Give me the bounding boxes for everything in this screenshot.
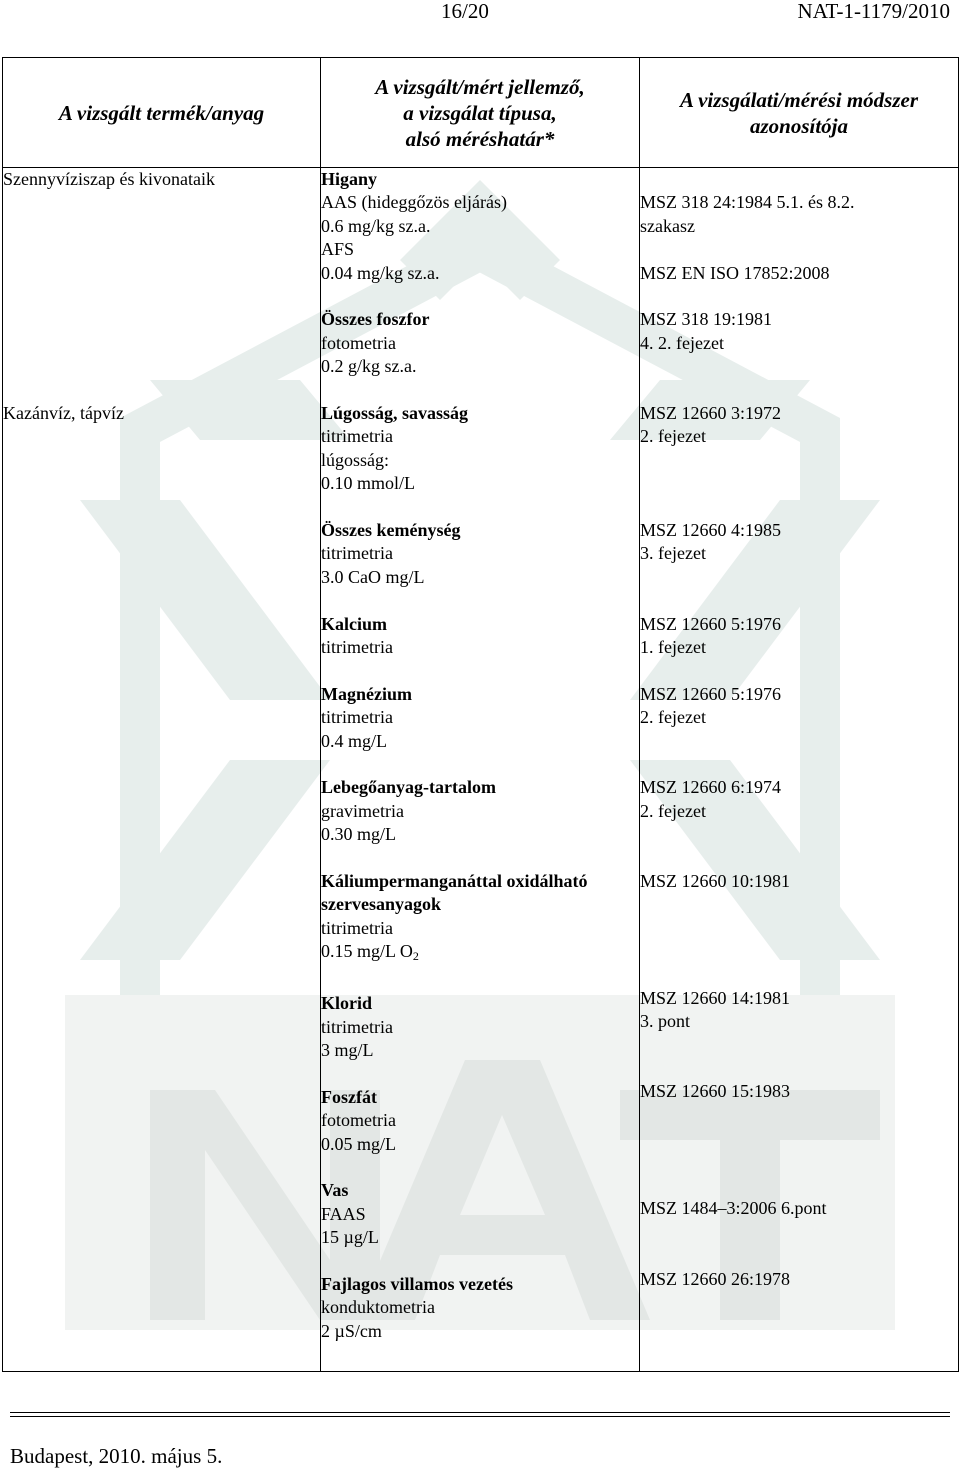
property-item-osszes-foszfor: Összes foszfor fotometria 0.2 g/kg sz.a. xyxy=(321,309,430,377)
product-column xyxy=(3,168,321,1372)
document-id: NAT-1-1179/2010 xyxy=(797,0,950,23)
property-item-kalcium: Kalcium titrimetria xyxy=(321,613,393,658)
property-item-lebegoanyag: Lebegőanyag-tartalom gravimetria 0.30 mg/L xyxy=(321,777,496,845)
method-item: MSZ 12660 5:1976 1. fejezet xyxy=(640,613,782,657)
property-column xyxy=(321,168,640,1372)
method-item: MSZ 12660 10:1981 xyxy=(640,870,791,891)
property-item-higany: Higany AAS (hideggőzös eljárás) 0.6 mg/kg sz.a. AFS 0.04 mg/kg sz.a. xyxy=(321,169,507,283)
property-item-klorid: Klorid titrimetria 3 mg/L xyxy=(321,993,393,1060)
accreditation-table xyxy=(2,57,959,1372)
property-item-foszfat: Foszfát fotometria 0.05 mg/L xyxy=(321,1086,396,1154)
column-header-method: A vizsgálati/mérési módszer azonosítója xyxy=(640,58,959,168)
column-header-property: A vizsgált/mért jellemző, a vizsgálat típusa, alsó méréshatár* xyxy=(321,58,640,168)
method-item: MSZ 318 24:1984 5.1. és 8.2. szakasz xyxy=(640,192,855,236)
property-item-vezetes: Fajlagos villamos vezetés konduktometria 2 µS/cm xyxy=(321,1273,513,1341)
method-item: MSZ 12660 4:1985 3. fejezet xyxy=(640,519,782,564)
table-body-row xyxy=(3,168,959,1372)
method-item: MSZ 12660 5:1976 2. fejezet xyxy=(640,683,782,728)
column-header-product: A vizsgált termék/anyag xyxy=(3,58,321,168)
method-item: MSZ 12660 26:1978 xyxy=(640,1268,791,1289)
property-item-kaliumpermanganat: Káliumpermanganáttal oxidálható szervesanyagok titrimetria 0.15 mg/L $O_2$ xyxy=(321,871,588,964)
property-item-lugossag: Lúgosság, savasság titrimetria lúgosság: 0.10 mmol/L xyxy=(321,403,469,494)
product-item: Kazánvíz, tápvíz xyxy=(3,403,124,423)
page-header xyxy=(0,0,960,30)
method-item: MSZ 12660 3:1972 2. fejezet xyxy=(640,402,782,447)
method-item: MSZ 318 19:1981 4. 2. fejezet xyxy=(640,309,773,353)
footer-rule-thin xyxy=(10,1416,950,1417)
property-item-magnezium: Magnézium titrimetria 0.4 mg/L xyxy=(321,683,412,751)
footer-rule xyxy=(10,1412,950,1413)
method-item: MSZ 12660 14:1981 3. pont xyxy=(640,987,791,1032)
property-item-osszes-kemenyseg: Összes keménység titrimetria 3.0 CaO mg/L xyxy=(321,520,461,587)
method-item: MSZ EN ISO 17852:2008 xyxy=(640,262,830,283)
table-header-row xyxy=(3,58,959,168)
product-item: Szennyvíziszap és kivonataik xyxy=(3,169,215,189)
method-item: MSZ 1484–3:2006 6.pont xyxy=(640,1198,827,1219)
property-item-vas: Vas FAAS 15 µg/L xyxy=(321,1180,379,1248)
method-column xyxy=(640,168,959,1372)
page-number: 16/20 xyxy=(441,0,489,23)
method-item: MSZ 12660 15:1983 xyxy=(640,1081,791,1102)
footer-place-date: Budapest, 2010. május 5. xyxy=(10,1444,223,1468)
method-item: MSZ 12660 6:1974 2. fejezet xyxy=(640,777,782,821)
